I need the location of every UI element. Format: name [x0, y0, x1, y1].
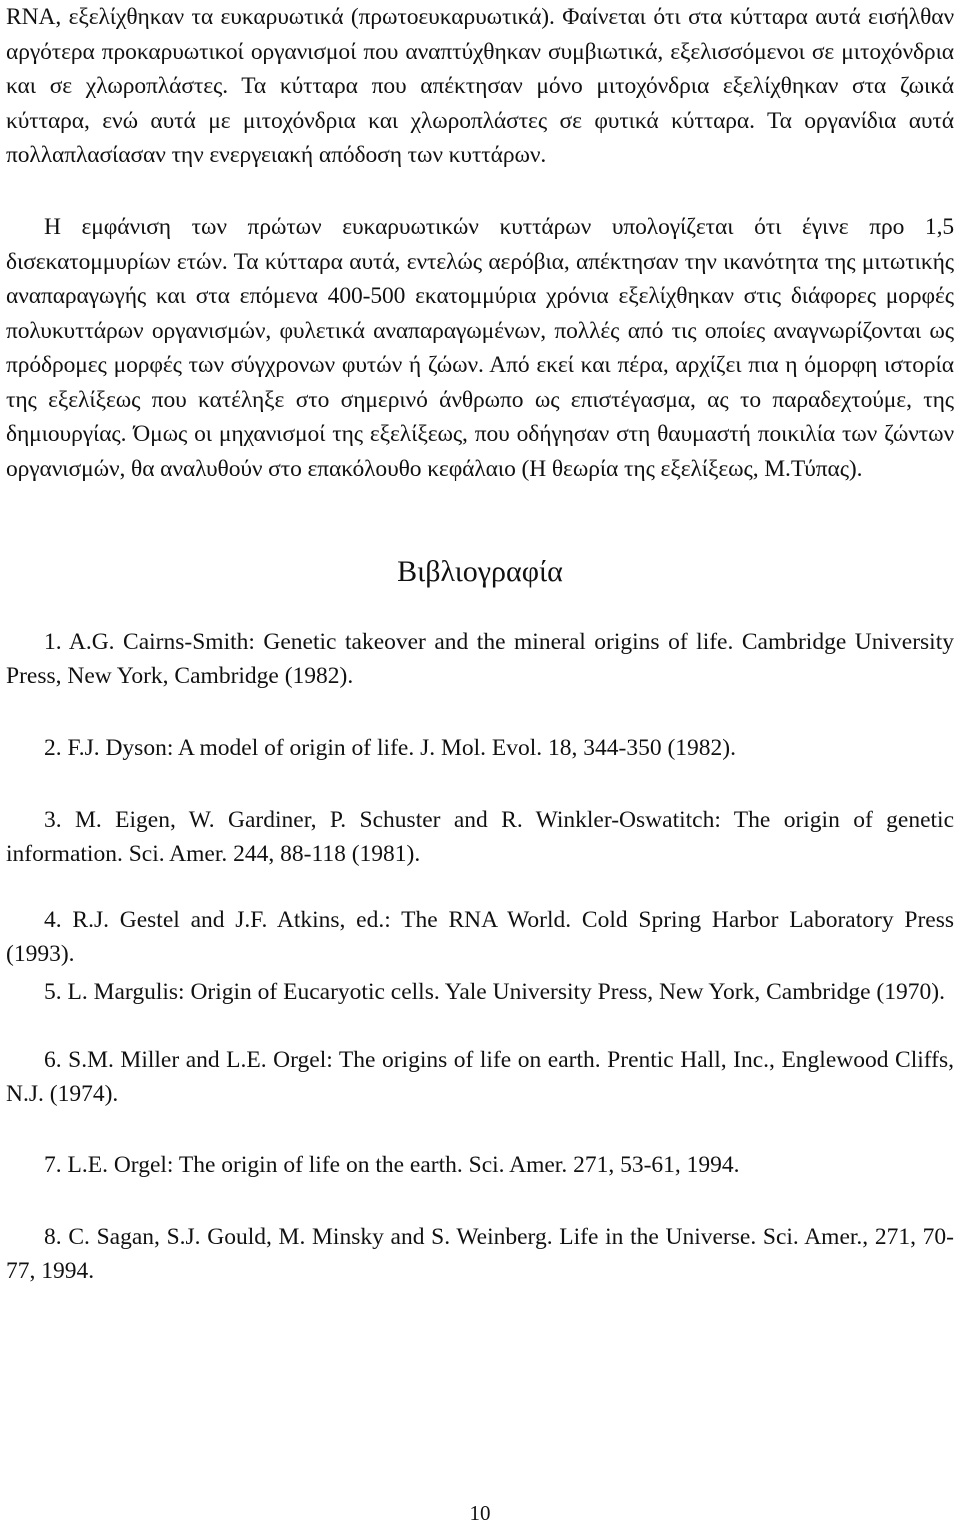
reference-number: 7. [44, 1152, 62, 1178]
reference-text: C. Sagan, S.J. Gould, M. Minsky and S. Weinberg. Life in the Universe. Sci. Amer., 271, 70-77, 1994. [6, 1224, 954, 1284]
reference-number: 3. [44, 807, 62, 833]
bibliography-heading: Βιβλιογραφία [397, 555, 563, 588]
reference-number: 1. [44, 629, 62, 655]
page-number: 10 [469, 1501, 491, 1525]
reference-item-8 [6, 1220, 954, 1288]
reference-number: 2. [44, 735, 62, 761]
reference-text: M. Eigen, W. Gardiner, P. Schuster and R. Winkler-Oswatitch: The origin of genetic information. Sci. Amer. 244, 88-118 (1981). [6, 807, 954, 867]
reference-number: 8. [44, 1224, 62, 1250]
reference-item-7 [6, 1148, 954, 1182]
body-paragraph-1: RNA, εξελίχθηκαν τα ευκαρυωτικά (πρωτοευκαρυωτικά). Φαίνεται ότι στα κύτταρα αυτά εισήλθαν αργότερα προκαρυωτικοί οργανισμοί που αναπτύχθηκαν συμβιωτικά, εξελισσόμενοι σε μιτοχόνδρια και σε χλωροπλάστες. Τα κύτταρα που απέκτησαν μόνο μιτοχόνδρια εξελίχθηκαν στα ζωικά κύτταρα, ενώ αυτά με μιτοχόνδρια και χλωροπλάστες σε φυτικά κύτταρα. Τα οργανίδια αυτά πολλαπλασίασαν την ενεργειακή απόδοση των κυττάρων. [6, 4, 954, 168]
reference-item-6 [6, 1043, 954, 1111]
reference-item-1 [6, 625, 954, 693]
reference-text: L.E. Orgel: The origin of life on the earth. Sci. Amer. 271, 53-61, 1994. [67, 1152, 740, 1178]
reference-text: R.J. Gestel and J.F. Atkins, ed.: The RNA World. Cold Spring Harbor Laboratory Press (1993). [6, 907, 954, 967]
reference-text: L. Margulis: Origin of Eucaryotic cells. Yale University Press, New York, Cambridge (1970). [67, 979, 945, 1005]
reference-number: 4. [44, 907, 62, 933]
reference-text: S.M. Miller and L.E. Orgel: The origins of life on earth. Prentic Hall, Inc., Englewood Cliffs, N.J. (1974). [6, 1047, 955, 1107]
reference-item-2 [6, 731, 954, 765]
reference-text: A.G. Cairns-Smith: Genetic takeover and the mineral origins of life. Cambridge University Press, New York, Cambridge (1982). [6, 629, 954, 689]
body-paragraph-2: Η εμφάνιση των πρώτων ευκαρυωτικών κυττάρων υπολογίζεται ότι έγινε προ 1,5 δισεκατομμυρίων ετών. Τα κύτταρα αυτά, εντελώς αερόβια, απέκτησαν την ικανότητα της μιτωτικής αναπαραγωγής και στα επόμενα 400-500 εκατομμύρια χρόνια εξελίχθηκαν στις διάφορες μορφές πολυκυττάρων οργανισμών, φυλετικά αναπαραγωμένων, πολλές από τις οποίες αναγνωρίζονται ως πρόδρομες μορφές των σύγχρονων φυτών ή ζώων. Από εκεί και πέρα, αρχίζει πια η όμορφη ιστορία της εξελίξεως που κατέληξε στο σημερινό άνθρωπο ως επιστέγασμα, ας το παραδεχτούμε, της δημιουργίας. Όμως οι μηχανισμοί της εξελίξεως, που οδήγησαν στη θαυμαστή ποικιλία των ζώντων οργανισμών, θα αναλυθούν στο επακόλουθο κεφάλαιο (Η θεωρία της εξελίξεως, Μ.Τύπας). [6, 214, 954, 482]
reference-text: F.J. Dyson: A model of origin of life. J. Mol. Evol. 18, 344-350 (1982). [67, 735, 736, 761]
reference-item-4 [6, 903, 954, 971]
reference-item-5 [6, 975, 954, 1009]
reference-item-3 [6, 803, 954, 871]
reference-number: 5. [44, 979, 62, 1005]
reference-number: 6. [44, 1047, 62, 1073]
